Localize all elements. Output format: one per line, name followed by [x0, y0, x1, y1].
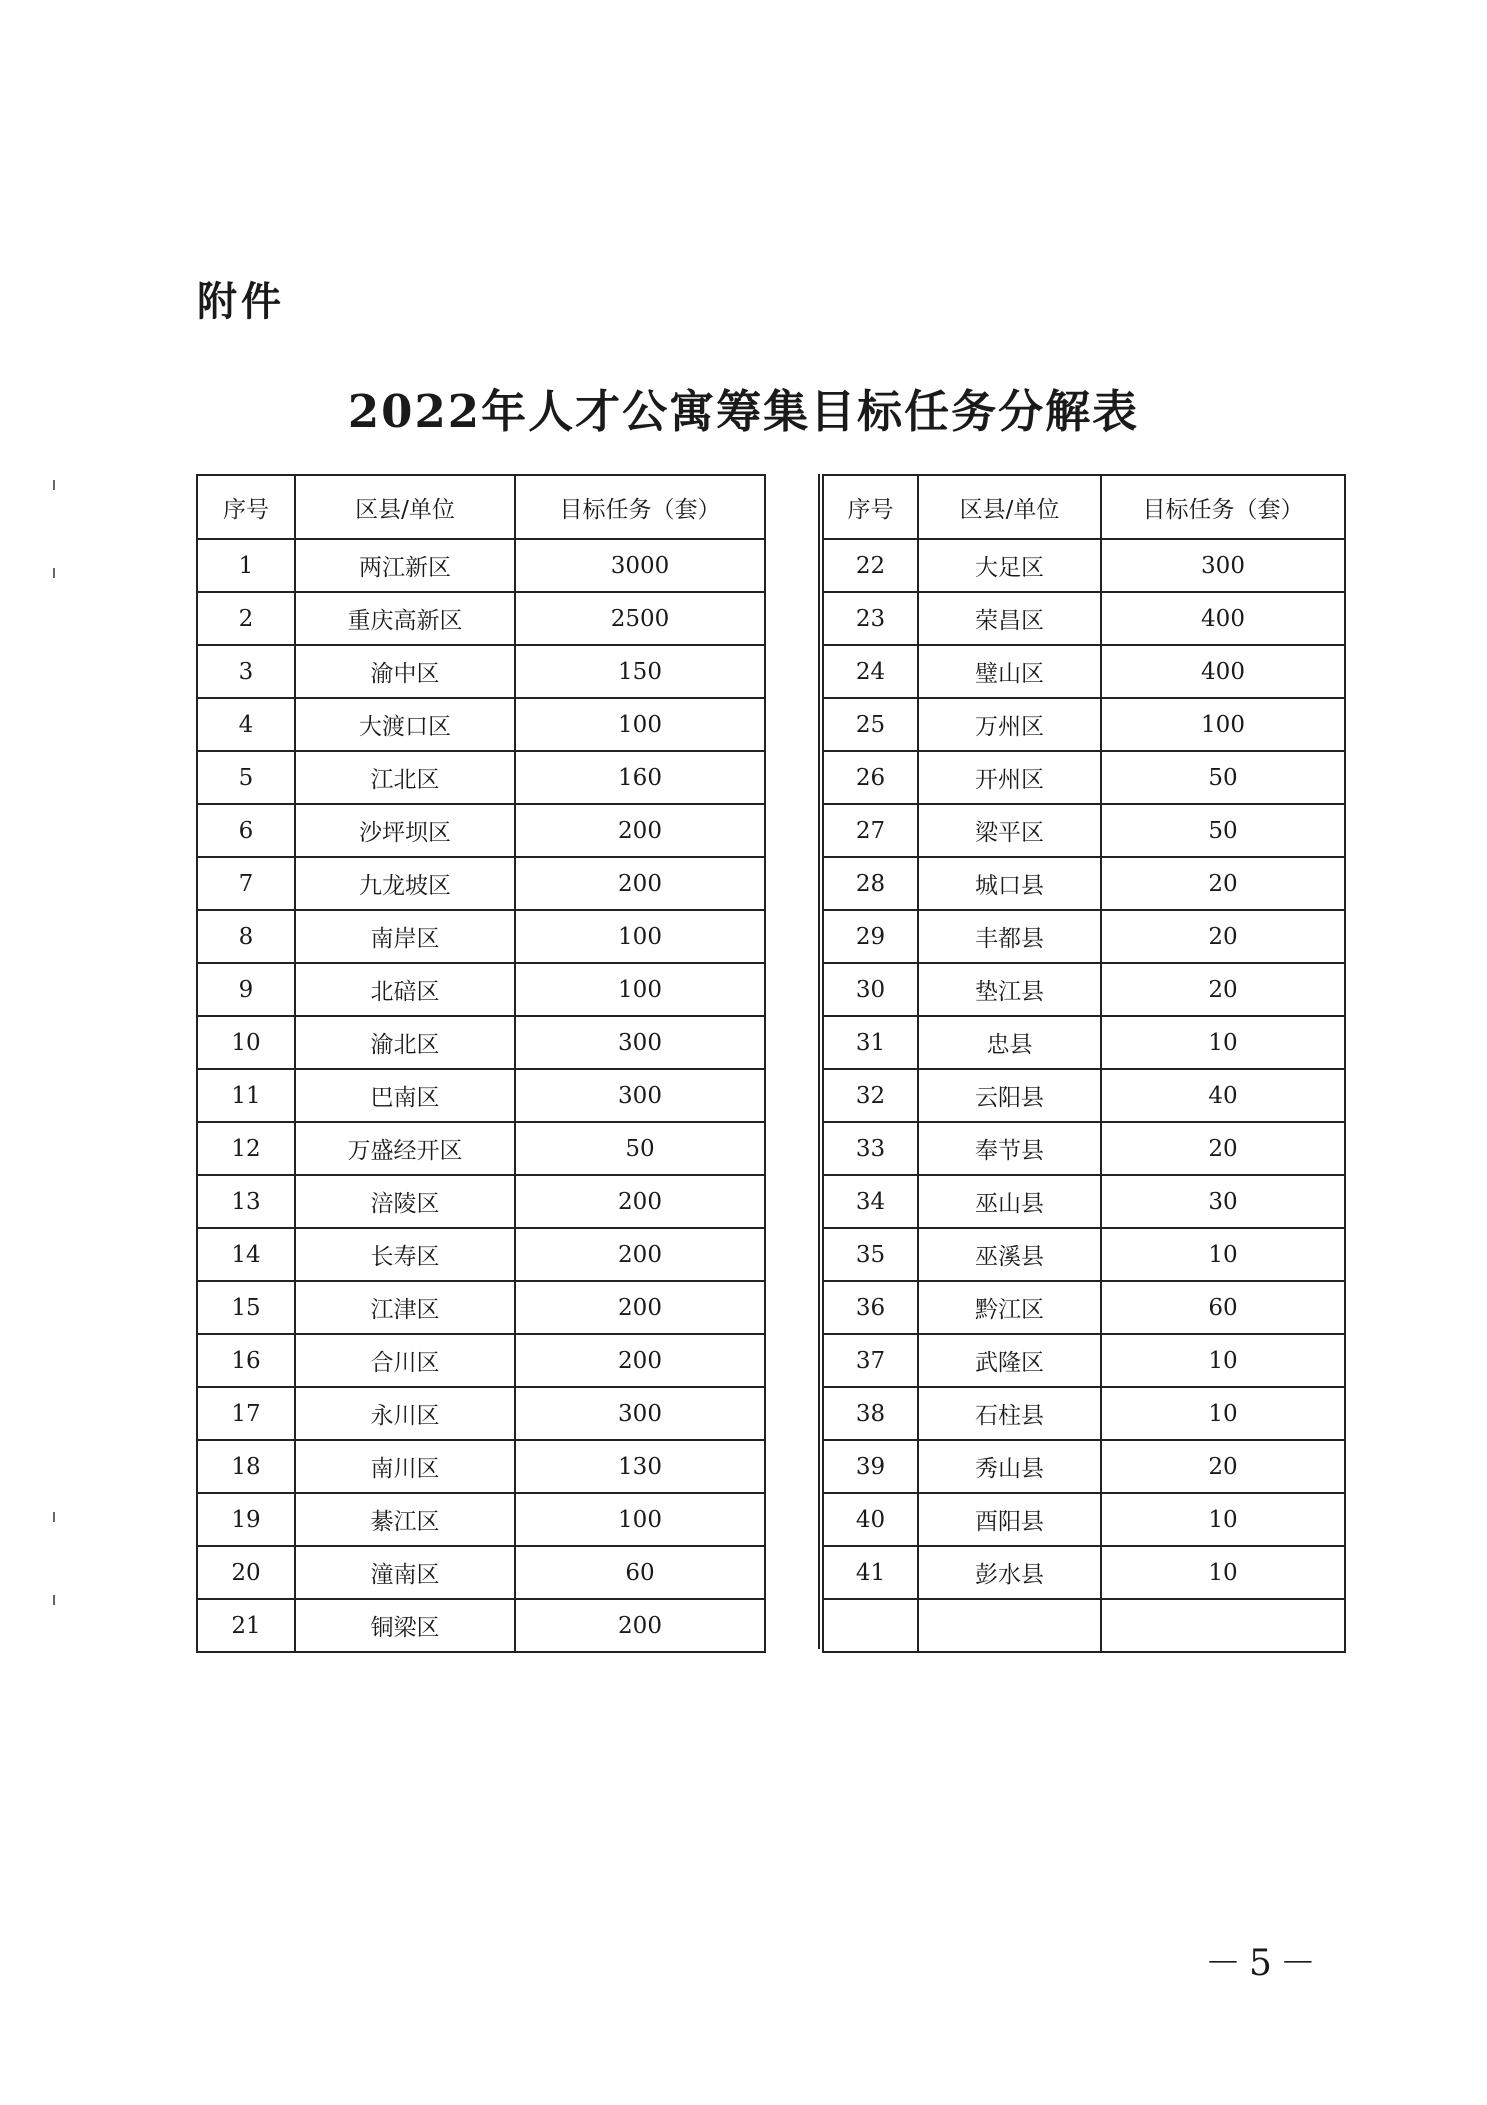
table-row [197, 1016, 765, 1069]
table-row [197, 539, 765, 592]
row-serial-number: 19 [197, 1493, 295, 1546]
table-row [197, 910, 765, 963]
row-serial-number: 24 [823, 645, 918, 698]
row-target-value: 200 [515, 1175, 765, 1228]
table-row [197, 751, 765, 804]
row-district-name: 奉节县 [918, 1122, 1101, 1175]
row-serial-number: 2 [197, 592, 295, 645]
table-row [823, 539, 1345, 592]
row-target-value: 200 [515, 1228, 765, 1281]
row-target-value: 50 [1101, 751, 1345, 804]
row-serial-number: 3 [197, 645, 295, 698]
row-serial-number: 25 [823, 698, 918, 751]
row-target-value: 20 [1101, 910, 1345, 963]
scan-mark [53, 1512, 55, 1522]
row-serial-number: 39 [823, 1440, 918, 1493]
row-target-value: 130 [515, 1440, 765, 1493]
header-district-unit: 区县/单位 [918, 475, 1101, 539]
row-target-value: 150 [515, 645, 765, 698]
row-district-name: 石柱县 [918, 1387, 1101, 1440]
row-serial-number: 20 [197, 1546, 295, 1599]
row-district-name: 璧山区 [918, 645, 1101, 698]
row-district-name: 黔江区 [918, 1281, 1101, 1334]
table-row [823, 963, 1345, 1016]
row-target-value: 50 [515, 1122, 765, 1175]
row-target-value: 10 [1101, 1546, 1345, 1599]
row-target-value: 10 [1101, 1387, 1345, 1440]
row-serial-number: 13 [197, 1175, 295, 1228]
row-target-value: 20 [1101, 1122, 1345, 1175]
row-serial-number: 27 [823, 804, 918, 857]
row-target-value: 60 [1101, 1281, 1345, 1334]
table-row [197, 592, 765, 645]
table-row [823, 910, 1345, 963]
table-row [823, 804, 1345, 857]
row-district-name: 秀山县 [918, 1440, 1101, 1493]
row-target-value: 50 [1101, 804, 1345, 857]
scan-mark [53, 568, 55, 578]
row-serial-number: 11 [197, 1069, 295, 1122]
row-target-value: 200 [515, 804, 765, 857]
row-serial-number: 17 [197, 1387, 295, 1440]
row-serial-number: 5 [197, 751, 295, 804]
table-row [823, 1546, 1345, 1599]
table-row [823, 1281, 1345, 1334]
row-target-value: 400 [1101, 645, 1345, 698]
row-target-value: 300 [515, 1387, 765, 1440]
scan-mark [53, 480, 55, 490]
header-target-task: 目标任务（套） [1101, 475, 1345, 539]
row-target-value: 30 [1101, 1175, 1345, 1228]
table-row [197, 1281, 765, 1334]
row-district-name: 两江新区 [295, 539, 515, 592]
row-district-name: 巴南区 [295, 1069, 515, 1122]
row-target-value: 400 [1101, 592, 1345, 645]
row-district-name: 彭水县 [918, 1546, 1101, 1599]
table-row [197, 963, 765, 1016]
row-district-name: 武隆区 [918, 1334, 1101, 1387]
scan-mark [53, 1595, 55, 1605]
row-district-name: 万州区 [918, 698, 1101, 751]
row-serial-number: 15 [197, 1281, 295, 1334]
row-serial-number: 7 [197, 857, 295, 910]
table-row [823, 1334, 1345, 1387]
table-row [823, 1493, 1345, 1546]
table-row [197, 1440, 765, 1493]
target-table-left [196, 474, 766, 1653]
target-table-right [822, 474, 1346, 1653]
row-target-value: 200 [515, 857, 765, 910]
row-district-name: 大渡口区 [295, 698, 515, 751]
row-district-name: 九龙坡区 [295, 857, 515, 910]
row-target-value: 100 [515, 910, 765, 963]
row-target-value: 100 [515, 1493, 765, 1546]
row-target-value: 100 [515, 963, 765, 1016]
row-serial-number: 40 [823, 1493, 918, 1546]
table-row [823, 1440, 1345, 1493]
table-row [823, 1387, 1345, 1440]
table-row [197, 1228, 765, 1281]
row-serial-number: 36 [823, 1281, 918, 1334]
table-row [197, 804, 765, 857]
table-row [197, 1069, 765, 1122]
table-row [823, 1175, 1345, 1228]
row-serial-number: 23 [823, 592, 918, 645]
row-serial-number: 18 [197, 1440, 295, 1493]
table-header-row [197, 475, 765, 539]
table-header-row [823, 475, 1345, 539]
row-district-name: 江北区 [295, 751, 515, 804]
row-target-value: 160 [515, 751, 765, 804]
row-district-name: 巫溪县 [918, 1228, 1101, 1281]
table-row [823, 645, 1345, 698]
row-serial-number: 26 [823, 751, 918, 804]
row-district-name: 大足区 [918, 539, 1101, 592]
row-target-value: 300 [515, 1016, 765, 1069]
row-serial-number: 29 [823, 910, 918, 963]
row-district-name: 丰都县 [918, 910, 1101, 963]
row-target-value: 300 [515, 1069, 765, 1122]
table-row [197, 698, 765, 751]
row-target-value: 200 [515, 1599, 765, 1652]
table-row [197, 1546, 765, 1599]
document-title: 2022年人才公寓筹集目标任务分解表 [347, 385, 1140, 438]
table-row [197, 1122, 765, 1175]
row-district-name: 合川区 [295, 1334, 515, 1387]
table-row [823, 1228, 1345, 1281]
row-district-name: 万盛经开区 [295, 1122, 515, 1175]
row-district-name: 北碚区 [295, 963, 515, 1016]
row-district-name: 南川区 [295, 1440, 515, 1493]
row-target-value [1101, 1599, 1345, 1652]
row-target-value: 10 [1101, 1016, 1345, 1069]
row-district-name: 永川区 [295, 1387, 515, 1440]
row-district-name: 铜梁区 [295, 1599, 515, 1652]
row-district-name: 开州区 [918, 751, 1101, 804]
row-serial-number: 22 [823, 539, 918, 592]
row-district-name: 忠县 [918, 1016, 1101, 1069]
row-target-value: 2500 [515, 592, 765, 645]
table-row [197, 1334, 765, 1387]
table-row [823, 1069, 1345, 1122]
table-row [197, 1599, 765, 1652]
table-row [823, 1599, 1345, 1652]
row-target-value: 3000 [515, 539, 765, 592]
row-target-value: 100 [515, 698, 765, 751]
header-serial-number: 序号 [823, 475, 918, 539]
row-serial-number: 1 [197, 539, 295, 592]
row-target-value: 20 [1101, 963, 1345, 1016]
table-body-right [823, 539, 1345, 1652]
row-district-name: 江津区 [295, 1281, 515, 1334]
table-row [823, 751, 1345, 804]
row-serial-number: 14 [197, 1228, 295, 1281]
table-body-left [197, 539, 765, 1652]
row-target-value: 10 [1101, 1228, 1345, 1281]
row-district-name: 荣昌区 [918, 592, 1101, 645]
table-row [823, 698, 1345, 751]
row-district-name: 酉阳县 [918, 1493, 1101, 1546]
row-target-value: 200 [515, 1281, 765, 1334]
row-target-value: 60 [515, 1546, 765, 1599]
row-district-name: 綦江区 [295, 1493, 515, 1546]
row-serial-number: 35 [823, 1228, 918, 1281]
row-target-value: 10 [1101, 1493, 1345, 1546]
table-row [197, 1493, 765, 1546]
row-district-name: 垫江县 [918, 963, 1101, 1016]
table-row [197, 1387, 765, 1440]
row-district-name: 城口县 [918, 857, 1101, 910]
row-serial-number: 12 [197, 1122, 295, 1175]
row-district-name: 云阳县 [918, 1069, 1101, 1122]
row-serial-number: 34 [823, 1175, 918, 1228]
row-target-value: 10 [1101, 1334, 1345, 1387]
row-district-name [918, 1599, 1101, 1652]
row-serial-number: 10 [197, 1016, 295, 1069]
row-serial-number: 38 [823, 1387, 918, 1440]
attachment-label: 附件 [197, 279, 285, 325]
row-target-value: 20 [1101, 857, 1345, 910]
row-serial-number: 31 [823, 1016, 918, 1069]
row-target-value: 200 [515, 1334, 765, 1387]
row-serial-number: 33 [823, 1122, 918, 1175]
row-district-name: 渝北区 [295, 1016, 515, 1069]
table-row [823, 857, 1345, 910]
table-divider [764, 474, 820, 1649]
row-serial-number: 16 [197, 1334, 295, 1387]
header-target-task: 目标任务（套） [515, 475, 765, 539]
table-row [823, 592, 1345, 645]
row-district-name: 巫山县 [918, 1175, 1101, 1228]
header-district-unit: 区县/单位 [295, 475, 515, 539]
row-serial-number: 4 [197, 698, 295, 751]
row-target-value: 100 [1101, 698, 1345, 751]
row-serial-number: 28 [823, 857, 918, 910]
table-row [823, 1122, 1345, 1175]
row-serial-number: 37 [823, 1334, 918, 1387]
row-serial-number: 30 [823, 963, 918, 1016]
row-serial-number [823, 1599, 918, 1652]
row-district-name: 重庆高新区 [295, 592, 515, 645]
table-row [197, 645, 765, 698]
row-district-name: 沙坪坝区 [295, 804, 515, 857]
row-district-name: 涪陵区 [295, 1175, 515, 1228]
row-district-name: 梁平区 [918, 804, 1101, 857]
row-district-name: 长寿区 [295, 1228, 515, 1281]
row-serial-number: 6 [197, 804, 295, 857]
row-district-name: 潼南区 [295, 1546, 515, 1599]
row-target-value: 40 [1101, 1069, 1345, 1122]
row-district-name: 南岸区 [295, 910, 515, 963]
row-target-value: 20 [1101, 1440, 1345, 1493]
table-row [823, 1016, 1345, 1069]
row-target-value: 300 [1101, 539, 1345, 592]
row-serial-number: 41 [823, 1546, 918, 1599]
row-serial-number: 21 [197, 1599, 295, 1652]
table-row [197, 1175, 765, 1228]
page-number: －5－ [1205, 1943, 1324, 1984]
row-serial-number: 9 [197, 963, 295, 1016]
row-serial-number: 8 [197, 910, 295, 963]
table-row [197, 857, 765, 910]
row-serial-number: 32 [823, 1069, 918, 1122]
row-district-name: 渝中区 [295, 645, 515, 698]
header-serial-number: 序号 [197, 475, 295, 539]
